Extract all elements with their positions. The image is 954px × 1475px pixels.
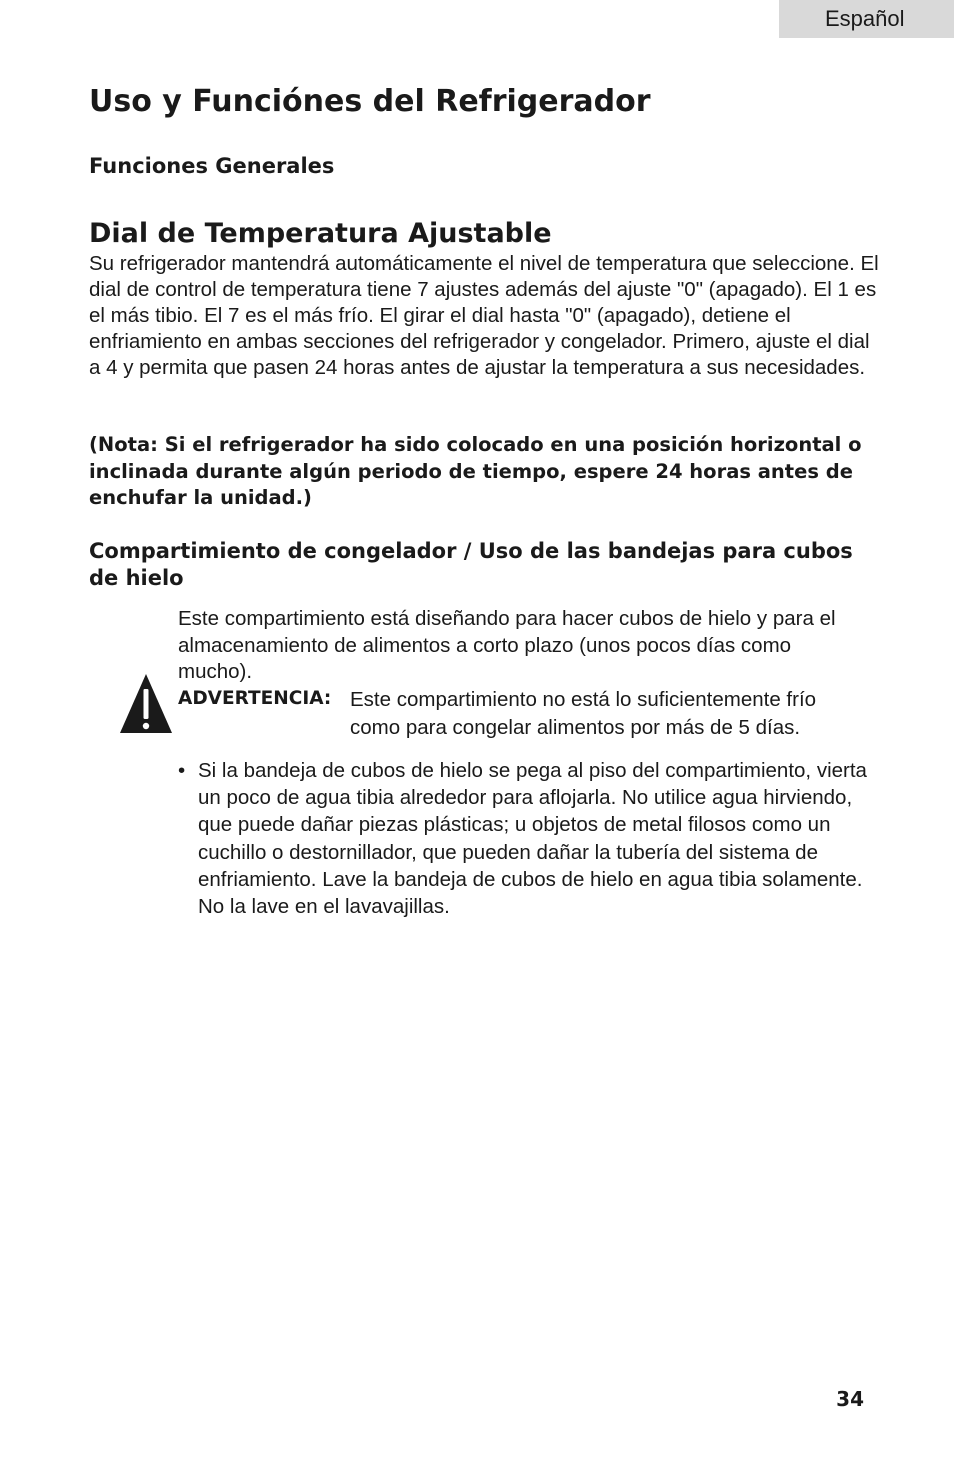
freezer-compartment-heading: Compartimiento de congelador / Uso de las bandejas para cubos de hielo: [89, 539, 853, 590]
warning-text: Este compartimiento no está lo suficientemente frío como para congelar alimentos por más de 5 días.: [350, 688, 817, 739]
page-number: 34: [836, 1387, 864, 1411]
ice-tray-bullet-item: [178, 757, 868, 920]
page-title: Uso y Funciónes del Refrigerador: [89, 84, 651, 119]
temperature-dial-paragraph: Su refrigerador mantendrá automáticamente el nivel de temperatura que seleccione. El dial de control de temperatura tiene 7 ajustes además del ajuste "0" (apagado). El 1 es el más tibio. El 7 es el más frío. El girar el dial hasta "0" (apagado), detiene el enfriamiento en ambas secciones del refrigerador y congelador. Primero, ajuste el dial a 4 y permita que pasen 24 horas antes de ajustar la temperatura a sus necesidades.: [89, 252, 879, 379]
general-functions-heading: Funciones Generales: [89, 154, 335, 178]
ice-tray-bullet-text: Si la bandeja de cubos de hielo se pega al piso del compartimiento, vierta un poco de agua tibia alrededor para aflojarla. No utilice agua hirviendo, que puede dañar piezas plásticas; u objetos de metal filosos como un cuchillo o destornillador, que pueden dañar la tubería del sistema de enfriamiento. Lave la bandeja de cubos de hielo en agua tibia solamente. No la lave en el lavavajillas.: [198, 759, 867, 919]
temperature-dial-heading: Dial de Temperatura Ajustable: [89, 218, 552, 249]
warning-triangle-icon: [119, 672, 173, 734]
bullet-symbol: •: [178, 759, 186, 782]
warning-label: ADVERTENCIA:: [178, 688, 332, 709]
freezer-intro-paragraph: Este compartimiento está diseñando para hacer cubos de hielo y para el almacenamiento de alimentos a corto plazo (unos pocos días como mucho).: [178, 607, 836, 683]
installation-note: (Nota: Si el refrigerador ha sido colocado en una posición horizontal o inclinada durante algún periodo de tiempo, espere 24 horas antes de enchufar la unidad.): [89, 433, 862, 509]
language-tab: Español: [779, 0, 954, 38]
